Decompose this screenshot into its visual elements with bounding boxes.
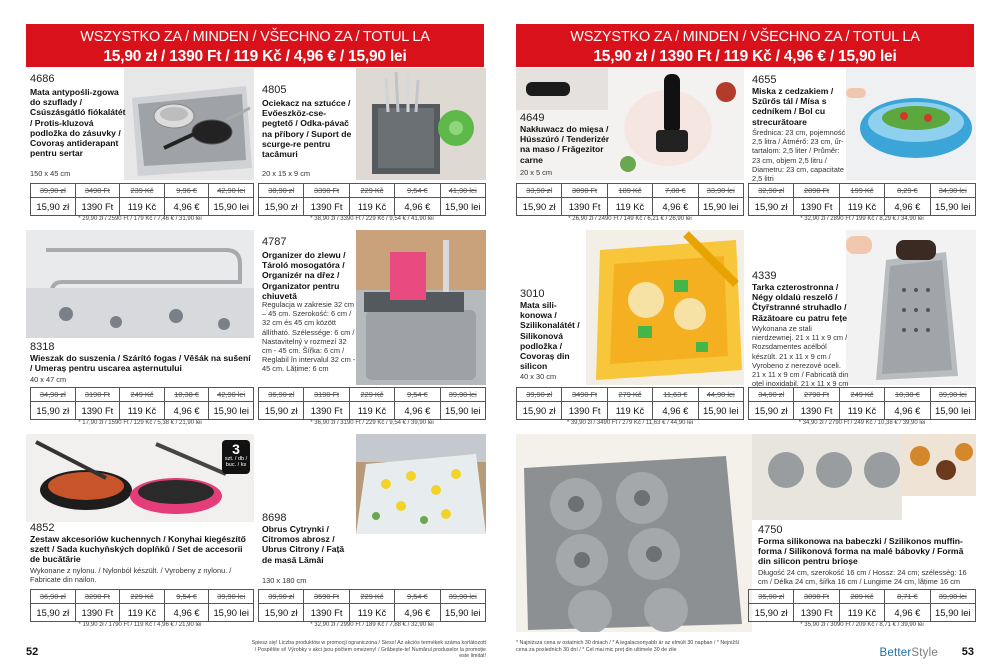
price-table: 39,90 zł 3490 Ft 279 Kč 11,63 € 44,90 lei 15,90 zł 1390 Ft 119 Kč 4,96 € 15,90 lei bbox=[516, 387, 744, 420]
price-table: 36,90 zł 3190 Ft 229 Kč 9,54 € 39,90 lei 15,90 zł 1390 Ft 119 Kč 4,96 € 15,90 lei bbox=[258, 387, 486, 420]
price-table: 32,90 zł 2890 Ft 199 Kč 8,29 € 34,90 lei 15,90 zł 1390 Ft 119 Kč 4,96 € 15,90 lei bbox=[748, 183, 976, 216]
product-4649[interactable] bbox=[516, 68, 744, 228]
price-table: 38,90 zł 3390 Ft 229 Kč 9,54 € 41,90 lei 15,90 zł 1390 Ft 119 Kč 4,96 € 15,90 lei bbox=[258, 183, 486, 216]
sink-organizer-photo bbox=[356, 230, 486, 385]
price-table: 39,90 zł 3490 Ft 239 Kč 9,96 € 42,90 lei 15,90 zł 1390 Ft 119 Kč 4,96 € 15,90 lei bbox=[30, 183, 254, 216]
drawer-mat-photo bbox=[124, 68, 254, 180]
colander-bowl-photo bbox=[846, 68, 976, 180]
banner-line1: WSZYSTKO ZA / MINDEN / VŠECHNO ZA / TOTUL LA bbox=[80, 29, 430, 45]
price-table: 36,90 zł 3290 Ft 229 Kč 9,54 € 39,90 lei 15,90 zł 1390 Ft 119 Kč 4,96 € 15,90 lei bbox=[30, 589, 254, 622]
lowest-price-note: * 39,90 zł / 3490 Ft / 279 Kč / 11,63 € / 44,90 lei bbox=[566, 420, 694, 426]
product-title: Miska z cedzakiem / Szűrős tál / Mísa s cedníkem / Bol cu strecurătoare bbox=[752, 86, 834, 127]
lowest-price-note: * 19,90 zł / 1790 Ft / 119 Kč / 4,96 € / 21,90 lei bbox=[78, 622, 202, 628]
product-title: Mata sili-konowa / Szilikonalátét / Silikonová podložka / Covoraș din silicon bbox=[520, 300, 580, 372]
product-code: 4750 bbox=[758, 524, 783, 536]
product-code: 8698 bbox=[262, 512, 287, 524]
logo-text-better: Better bbox=[879, 647, 912, 659]
lowest-price-note: * 38,90 zł / 3390 Ft / 229 Kč / 9,54 € / 41,90 lei bbox=[310, 216, 434, 222]
product-title: Nakłuwacz do mięsa / Hússzúró / Tenderizér na maso / Frăgezitor carne bbox=[520, 124, 610, 165]
lowest-price-note: * 34,90 zł / 2790 Ft / 249 Kč / 10,38 € / 39,90 lei bbox=[798, 420, 926, 426]
banner-line1: WSZYSTKO ZA / MINDEN / VŠECHNO ZA / TOTUL LA bbox=[570, 29, 920, 45]
betterstyle-logo bbox=[880, 647, 938, 659]
product-desc: 150 x 45 cm bbox=[30, 169, 71, 178]
lowest-price-footnote: * Najniższa cena w ostatnich 30 dniach / * A legalacsonyabb ár az elmúlt 30 napban / * Nejnižší cena za posledních 30 dní / * Cel mai mic preț din ultimele 30 de zile bbox=[516, 640, 740, 653]
product-code: 8318 bbox=[30, 341, 55, 353]
product-title: Tarka czterostronna / Négy oldalú reszelő / Čtyřstranné struhadlo / Răzătoare cu patru fețe bbox=[752, 282, 848, 323]
product-4852[interactable] bbox=[26, 434, 254, 632]
product-4750[interactable] bbox=[516, 434, 976, 632]
lowest-price-note: * 36,90 zł / 3190 Ft / 229 Kč / 9,54 € / 39,90 lei bbox=[310, 420, 434, 426]
promo-banner-right bbox=[516, 24, 974, 67]
limited-stock-note: Spiesz się! Liczba produktów w promocji ograniczona / Siess! Az akciós termékek száma korlátozott / Pospěšte si! Výrobky v akci jsou počtem omezeny! / Grăbește-te! Numărul produselor la promoție este limitat! bbox=[251, 640, 486, 659]
product-title: Forma silikonowa na babeczki / Szilikonos muffin-forma / Silikonová forma na malé bábovky / Formă din silicon pentru brioșe bbox=[758, 536, 964, 567]
banner-line2: 15,90 zł / 1390 Ft / 119 Kč / 4,96 € / 15,90 lei bbox=[593, 48, 897, 65]
product-desc: Regulacja w zakresie 32 cm – 45 cm. Szerokość: 6 cm / 32 cm és 45 cm között állítható. Szélessége: 6 cm / Nastavitelný v rozmezí 32 cm - 45 cm. Šířka: 6 cm / Reglabil în intervalul 32 cm - 45 cm. Lățime: 6 cm bbox=[262, 300, 356, 374]
promo-banner-left bbox=[26, 24, 484, 67]
product-4339[interactable] bbox=[748, 230, 976, 430]
lowest-price-note: * 32,90 zł / 2990 Ft / 189 Kč / 7,88 € / 32,90 lei bbox=[310, 622, 434, 628]
product-desc: Średnica: 23 cm, pojemność 2,5 litra / Átmérő: 23 cm, űr-tartalom: 2,5 liter / Průměr: 23 cm, objem 2,5 litru / Diametru: 23 cm, capacitate 2,5 litri bbox=[752, 128, 846, 184]
product-code: 4339 bbox=[752, 270, 777, 282]
product-desc: 130 x 180 cm bbox=[262, 576, 307, 585]
banner-line2: 15,90 zł / 1390 Ft / 119 Kč / 4,96 € / 15,90 lei bbox=[103, 48, 407, 65]
lowest-price-note: * 26,90 zł / 2490 Ft / 149 Kč / 6,21 € / 26,90 lei bbox=[568, 216, 692, 222]
product-title: Obrus Cytrynki / Citromos abrosz / Ubrus Citrony / Față de masă Lămâi bbox=[262, 524, 345, 565]
product-title: Mata antypośli-zgowa do szuflady / Csúszásgátló fiókalátét / Protis-kluzová podložka do zásuvky / Covoraș antiderapant pentru sertar bbox=[30, 87, 126, 159]
cutlery-drainer-photo bbox=[356, 68, 486, 180]
price-table: 33,90 zł 3090 Ft 189 Kč 7,88 € 33,90 lei 15,90 zł 1390 Ft 119 Kč 4,96 € 15,90 lei bbox=[516, 183, 744, 216]
lemon-tablecloth-photo bbox=[356, 434, 486, 534]
price-table: 39,90 zł 3590 Ft 229 Kč 9,54 € 39,90 lei 15,90 zł 1390 Ft 119 Kč 4,96 € 15,90 lei bbox=[258, 589, 486, 622]
price-table: 34,90 zł 2790 Ft 249 Kč 10,38 € 39,90 lei 15,90 zł 1390 Ft 119 Kč 4,96 € 15,90 lei bbox=[748, 387, 976, 420]
product-4655[interactable] bbox=[748, 68, 976, 228]
product-4805[interactable] bbox=[258, 68, 486, 228]
product-title: Organizer do zlewu / Tároló mosogatóra / Organizér na dřez / Organizator pentru chiuvetă bbox=[262, 250, 346, 301]
box-grater-photo bbox=[846, 230, 976, 385]
kitchen-utensils-photo bbox=[26, 434, 254, 522]
quantity-badge: 3 szt. / db / buc. / ks bbox=[222, 440, 250, 474]
product-desc: 20 x 15 x 9 cm bbox=[262, 169, 311, 178]
lowest-price-note: * 17,90 zł / 1590 Ft / 129 Kč / 5,38 € / 21,90 lei bbox=[78, 420, 202, 426]
product-code: 3010 bbox=[520, 288, 545, 300]
drying-rack-photo bbox=[26, 230, 254, 338]
lowest-price-note: * 29,90 zł / 2590 Ft / 179 Kč / 7,46 € / 31,90 lei bbox=[78, 216, 202, 222]
product-desc: 40 x 30 cm bbox=[520, 372, 557, 381]
product-code: 4655 bbox=[752, 74, 777, 86]
product-desc: 20 x 5 cm bbox=[520, 168, 553, 177]
product-desc: Wykonana ze stali nierdzewnej. 21 x 11 x 9 cm / Rozsdamentes acélból készült. 21 x 11 x 9 cm / Vyrobeno z nerezové oceli. 21 x 11 x 9 cm / Fabricată din oțel inoxidabil. 21 x 11 x 9 cm bbox=[752, 324, 849, 389]
product-desc: Wykonane z nylonu. / Nylonból készült. / Vyrobeny z nylonu. / Fabricate din nailon. bbox=[30, 566, 232, 585]
product-title: Zestaw akcesoriów kuchennych / Konyhai kiegészítő szett / Sada kuchyňských doplňků / Set de accesorii de bucătărie bbox=[30, 534, 246, 565]
product-code: 4649 bbox=[520, 112, 545, 124]
logo-text-style: Style bbox=[911, 647, 938, 659]
product-8318[interactable] bbox=[26, 230, 254, 430]
lowest-price-note: * 32,90 zł / 2890 Ft / 199 Kč / 8,29 € / 34,90 lei bbox=[800, 216, 924, 222]
product-title: Ociekacz na sztućce / Evőeszköz-cse-pegtető / Odka-pávač na příbory / Suport de scurge-re pentru tacâmuri bbox=[262, 98, 352, 160]
product-desc: Długość 24 cm, szerokość 16 cm / Hossz: 24 cm; szélesség: 16 cm / Délka 24 cm, šířka 16 cm / Lungime 24 cm, lățime 16 cm bbox=[758, 568, 967, 587]
product-4787[interactable] bbox=[258, 230, 486, 430]
product-title: Wieszak do suszenia / Szárító fogas / Věšák na sušení / Umeraș pentru uscarea așternutului bbox=[30, 353, 251, 374]
product-3010[interactable] bbox=[516, 230, 744, 430]
product-code: 4686 bbox=[30, 73, 55, 85]
page-number-right: 53 bbox=[961, 646, 974, 658]
silicone-mat-photo bbox=[586, 230, 744, 385]
product-4686[interactable] bbox=[26, 68, 254, 228]
product-code: 4787 bbox=[262, 236, 287, 248]
page-right bbox=[500, 0, 1000, 667]
product-code: 4852 bbox=[30, 522, 55, 534]
lowest-price-note: * 35,90 zł / 3090 Ft / 209 Kč / 8,71 € / 39,90 lei bbox=[800, 622, 924, 628]
product-code: 4805 bbox=[262, 84, 287, 96]
page-number-left: 52 bbox=[26, 646, 39, 658]
product-8698[interactable] bbox=[258, 434, 486, 632]
product-desc: 40 x 47 cm bbox=[30, 375, 67, 384]
price-table: 34,90 zł 3190 Ft 249 Kč 10,38 € 42,90 lei 15,90 zł 1390 Ft 119 Kč 4,96 € 15,90 lei bbox=[30, 387, 254, 420]
price-table: 35,90 zł 3090 Ft 209 Kč 8,71 € 39,90 lei 15,90 zł 1390 Ft 119 Kč 4,96 € 15,90 lei bbox=[748, 589, 976, 622]
